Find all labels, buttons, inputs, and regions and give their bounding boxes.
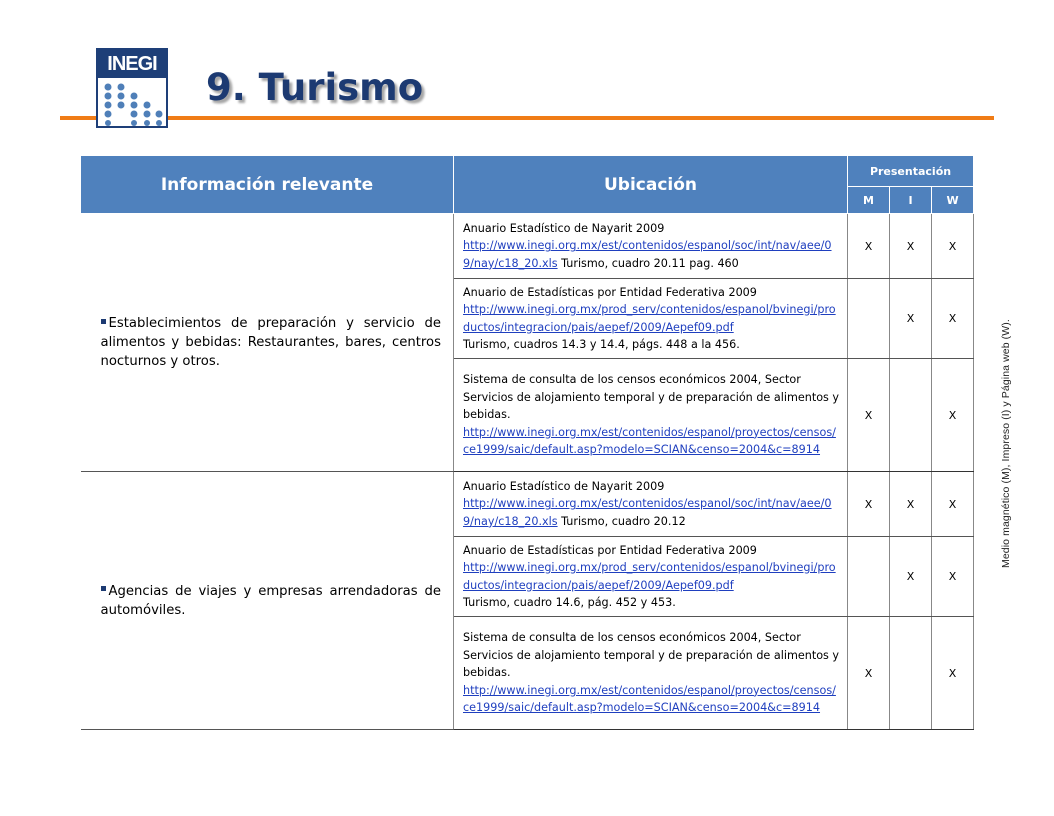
mark-i: X: [890, 279, 932, 359]
info-cell: [81, 472, 454, 730]
mark-w: X: [932, 537, 974, 617]
page-title: 9. Turismo: [206, 66, 424, 109]
mark-i: X: [890, 472, 932, 537]
bullet-icon: [101, 319, 106, 324]
mark-m: X: [848, 214, 890, 279]
header-info: Información relevante: [81, 156, 454, 214]
logo-dots-icon: [102, 82, 164, 126]
source-link[interactable]: http://www.inegi.org.mx/est/contenidos/espanol/soc/int/nav/aee/09/nay/c18_20.xls: [463, 239, 832, 270]
location-cell: [454, 359, 848, 472]
mark-i: X: [890, 214, 932, 279]
source-link[interactable]: http://www.inegi.org.mx/est/contenidos/espanol/soc/int/nav/aee/09/nay/c18_20.xls: [463, 497, 832, 528]
source-link[interactable]: http://www.inegi.org.mx/prod_serv/contenidos/espanol/bvinegi/productos/integracion/pais/aepef/2009/Aepef09.pdf: [463, 303, 836, 334]
header-i: I: [890, 187, 932, 214]
header-w: W: [932, 187, 974, 214]
info-cell: [81, 214, 454, 472]
mark-m: [848, 537, 890, 617]
mark-i: [890, 359, 932, 472]
header-ubicacion: Ubicación: [454, 156, 848, 214]
bullet-icon: [101, 586, 106, 591]
mark-w: X: [932, 617, 974, 730]
mark-w: X: [932, 214, 974, 279]
source-text: Anuario Estadístico de Nayarit 2009: [463, 221, 665, 235]
source-link[interactable]: http://www.inegi.org.mx/est/contenidos/espanol/proyectos/censos/ce1999/saic/default.asp?modelo=SCIAN&censo=2004&c=8914: [463, 425, 836, 457]
source-text: Sistema de consulta de los censos económicos 2004, Sector Servicios de alojamiento temporal y de preparación de alimentos y bebidas.: [463, 631, 840, 680]
info-text: Agencias de viajes y empresas arrendadoras de automóviles.: [100, 583, 441, 618]
location-cell: [454, 279, 848, 359]
location-cell: [454, 537, 848, 617]
table-row: [81, 214, 974, 279]
inegi-logo: [96, 48, 168, 128]
source-detail: Turismo, cuadro 20.11 pag. 460: [557, 256, 739, 270]
sources-table: [80, 155, 974, 730]
source-detail: Turismo, cuadros 14.3 y 14.4, págs. 448 a la 456.: [463, 338, 740, 351]
source-detail: Turismo, cuadro 14.6, pág. 452 y 453.: [463, 596, 676, 609]
source-link[interactable]: http://www.inegi.org.mx/est/contenidos/espanol/proyectos/censos/ce1999/saic/default.asp?modelo=SCIAN&censo=2004&c=8914: [463, 683, 836, 715]
mark-i: [890, 617, 932, 730]
location-cell: [454, 472, 848, 537]
source-link[interactable]: http://www.inegi.org.mx/prod_serv/contenidos/espanol/bvinegi/productos/integracion/pais/aepef/2009/Aepef09.pdf: [463, 561, 836, 592]
location-cell: [454, 617, 848, 730]
source-text: Sistema de consulta de los censos económicos 2004, Sector Servicios de alojamiento temporal y de preparación de alimentos y bebidas.: [463, 373, 840, 422]
header-rule-left: [60, 116, 96, 120]
mark-m: [848, 279, 890, 359]
mark-m: X: [848, 617, 890, 730]
mark-w: X: [932, 472, 974, 537]
info-text: Establecimientos de preparación y servicio de alimentos y bebidas: Restaurantes, bares, centros nocturnos y otros.: [100, 316, 441, 369]
source-detail: Turismo, cuadro 20.12: [557, 514, 686, 528]
location-cell: [454, 214, 848, 279]
logo-text: INEGI: [98, 50, 166, 78]
mark-i: X: [890, 537, 932, 617]
mark-m: X: [848, 359, 890, 472]
header-rule: [168, 116, 994, 120]
source-text: Anuario Estadístico de Nayarit 2009: [463, 479, 665, 493]
table-row: [81, 472, 974, 537]
mark-w: X: [932, 279, 974, 359]
mark-w: X: [932, 359, 974, 472]
side-note: Medio magnético (M), Impreso (I) y Página web (W).: [1000, 319, 1012, 568]
header-m: M: [848, 187, 890, 214]
source-text: Anuario de Estadísticas por Entidad Federativa 2009: [463, 543, 757, 557]
mark-m: X: [848, 472, 890, 537]
header-presentacion: Presentación: [848, 156, 974, 187]
source-text: Anuario de Estadísticas por Entidad Federativa 2009: [463, 285, 757, 299]
